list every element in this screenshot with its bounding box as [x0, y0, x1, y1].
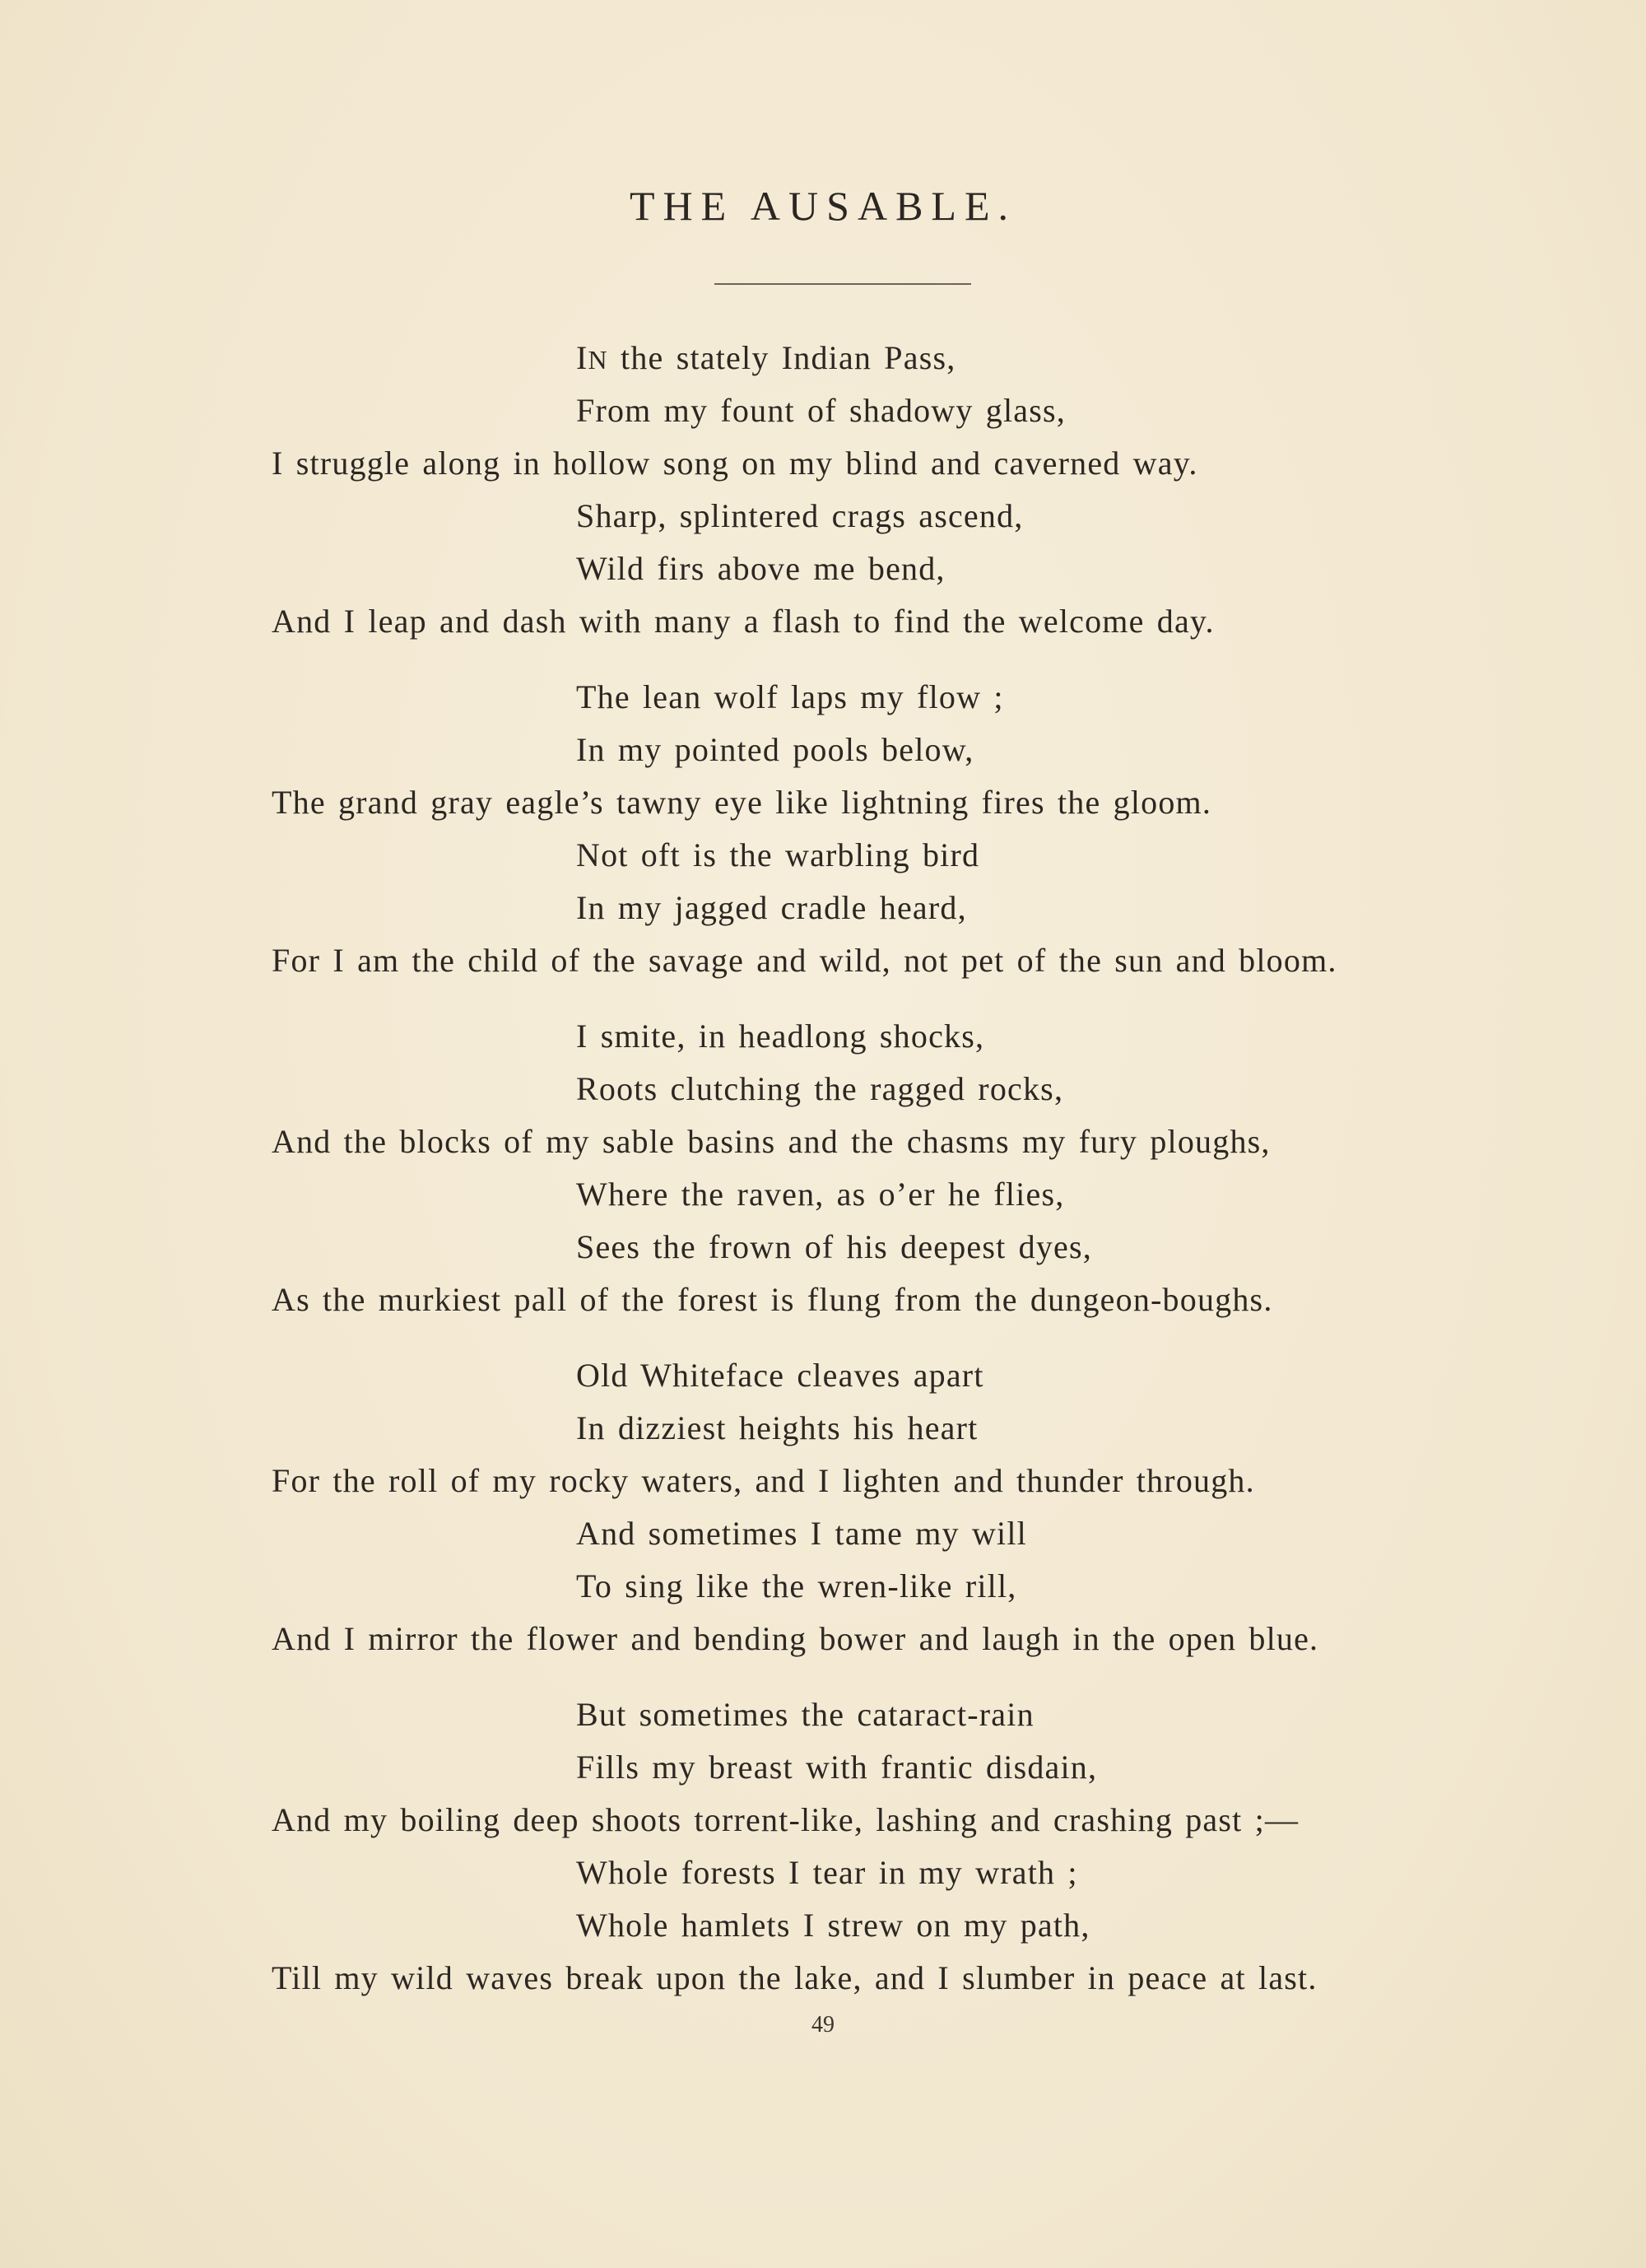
poem-line: In my jagged cradle heard, [576, 889, 967, 926]
poem-line: And sometimes I tame my will [576, 1515, 1027, 1552]
poem-line: To sing like the wren-like rill, [576, 1567, 1017, 1604]
poem-line: The grand gray eagle’s tawny eye like lightning fires the gloom. [272, 784, 1212, 821]
poem-line: Not oft is the warbling bird [576, 836, 980, 873]
line-rest: the stately Indian Pass, [607, 339, 956, 376]
poem-line: From my fount of shadowy glass, [576, 392, 1066, 429]
poem-line: And the blocks of my sable basins and the chasms my fury ploughs, [272, 1123, 1271, 1160]
poem-line: Whole forests I tear in my wrath ; [576, 1854, 1078, 1891]
poem-line: I smite, in headlong shocks, [576, 1018, 985, 1055]
poem-line: And I mirror the flower and bending bower and laugh in the open blue. [272, 1620, 1319, 1657]
poem-line: Wild firs above me bend, [576, 550, 946, 587]
poem-line: And I leap and dash with many a flash to find the welcome day. [272, 603, 1215, 640]
poem-line: In dizziest heights his heart [576, 1409, 979, 1446]
poem-line: For the roll of my rocky waters, and I lighten and thunder through. [272, 1462, 1255, 1499]
poem-line: Whole hamlets I strew on my path, [576, 1907, 1090, 1944]
poem-line: Till my wild waves break upon the lake, and I slumber in peace at last. [272, 1959, 1318, 1996]
poem-line: The lean wolf laps my flow ; [576, 678, 1004, 715]
poem-line: And my boiling deep shoots torrent-like, lashing and crashing past ;— [272, 1801, 1300, 1838]
poem-line: But sometimes the cataract-rain [576, 1696, 1035, 1733]
drop-cap-letter: I [576, 339, 588, 376]
poem-line: I struggle along in hollow song on my blind and caverned way. [272, 445, 1198, 482]
small-caps-letter: N [588, 345, 608, 375]
poem-line: Sees the frown of his deepest dyes, [576, 1228, 1092, 1265]
title-rule [714, 283, 971, 285]
poem-line: For I am the child of the savage and wild, not pet of the sun and bloom. [272, 942, 1337, 979]
poem-line: In my pointed pools below, [576, 731, 974, 768]
poem-line: As the murkiest pall of the forest is flung from the dungeon-boughs. [272, 1281, 1273, 1318]
poem-line: Fills my breast with frantic disdain, [576, 1749, 1098, 1786]
poem-line: Roots clutching the ragged rocks, [576, 1070, 1064, 1107]
poem-title: THE AUSABLE. [630, 183, 1016, 229]
poem-line: Where the raven, as o’er he flies, [576, 1176, 1065, 1213]
poem-line: Old Whiteface cleaves apart [576, 1357, 984, 1394]
poem-line: Sharp, splintered crags ascend, [576, 497, 1024, 534]
page-number: 49 [811, 2012, 835, 2037]
poem-line [576, 338, 956, 380]
